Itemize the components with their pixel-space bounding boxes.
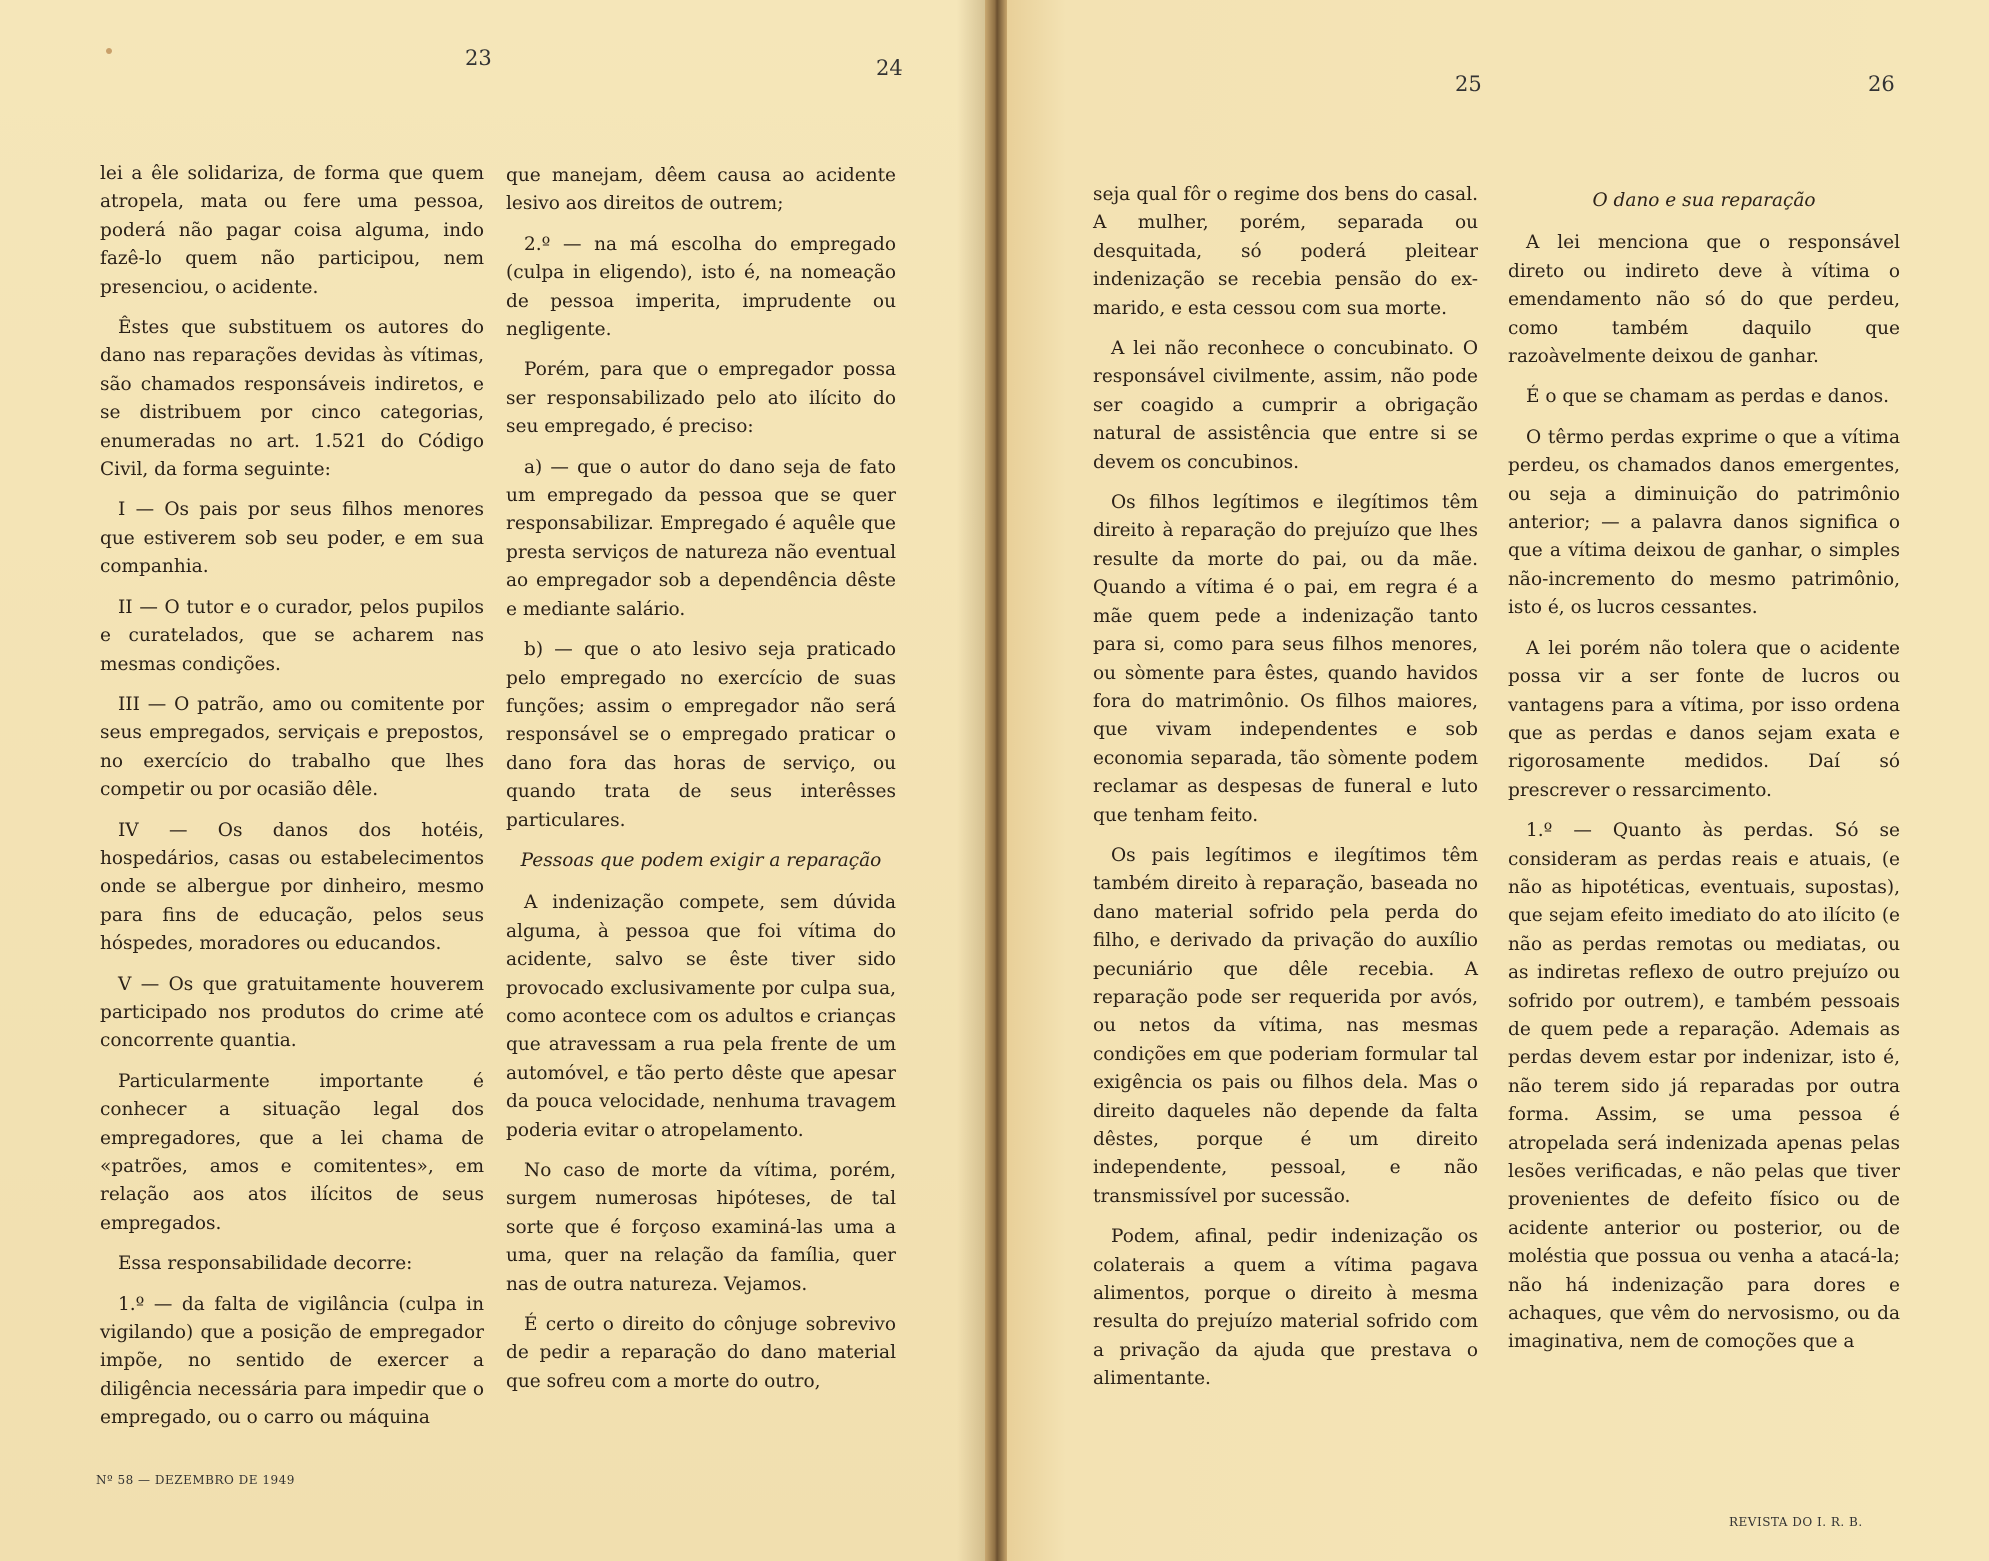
- paragraph: Podem, afinal, pedir indenização os colaterais a quem a vítima pagava alimentos, porque o direito à mesma resulta do prejuízo material sofrido com a privação da ajuda que prestava o alimentante.: [1093, 1226, 1478, 1390]
- paragraph: Essa responsabilidade decorre:: [118, 1253, 413, 1275]
- page-number-26: 26: [1868, 72, 1895, 96]
- list-item: V — Os que gratuitamente houverem participado nos produtos do crime até concorrente quantia.: [100, 973, 484, 1052]
- paragraph: Os pais legítimos e ilegítimos têm também direito à reparação, baseada no dano material sofrido pela perda do filho, e derivado da privação do auxílio pecuniário que dêle recebia. A reparação pode ser requerida por avós, ou netos da vítima, nas mesmas condições em que poderiam formular tal exigência os pais ou filhos dela. Mas o direito daqueles não depende da falta dêstes, porque é um direito independente, pessoal, e não transmissível por sucessão.: [1093, 844, 1478, 1207]
- paragraph: A lei menciona que o responsável direto ou indireto deve à vítima o emendamento não só do que perdeu, como também daquilo que razoàvelmente deixou de ganhar.: [1508, 232, 1900, 368]
- paragraph: Os filhos legítimos e ilegítimos têm direito à reparação do prejuízo que lhes resulte da morte do pai, ou da mãe. Quando a vítima é o pai, em regra é a mãe quem pede a indenização tanto para si, como para seus filhos menores, ou sòmente para êstes, quando havidos fora do matrimônio. Os filhos maiores, que vivam independentes e sob economia separada, tão sòmente podem reclamar as despesas de funeral e luto que tenham feito.: [1093, 492, 1478, 826]
- paragraph: lei a êle solidariza, de forma que quem atropela, mata ou fere uma pessoa, poderá não pagar coisa alguma, indo fazê-lo quem não participou, nem presenciou, o acidente.: [100, 163, 484, 298]
- book-gutter: [985, 0, 1007, 1561]
- footer-issue: Nº 58 — DEZEMBRO DE 1949: [96, 1473, 295, 1487]
- paragraph: Êstes que substituem os autores do dano nas reparações devidas às vítimas, são chamados responsáveis indiretos, e se distribuem por cinco categorias, enumeradas no art. 1.521 do Código Civil, da forma seguinte:: [100, 317, 484, 481]
- page-number-24: 24: [876, 56, 903, 80]
- list-item: II — O tutor e o curador, pelos pupilos e curatelados, que se acharem nas mesmas condições.: [100, 596, 484, 675]
- list-item: IV — Os danos dos hotéis, hospedários, casas ou estabelecimentos onde se albergue por dinheiro, mesmo para fins de educação, pelos seus hóspedes, moradores ou educandos.: [100, 819, 484, 955]
- paragraph: É certo o direito do cônjuge sobrevivo de pedir a reparação do dano material que sofreu com a morte do outro,: [506, 1314, 896, 1392]
- right-page: [1007, 0, 1989, 1561]
- column-page-23: [100, 160, 484, 1445]
- list-item: III — O patrão, amo ou comitente por seus empregados, serviçais e prepostos, no exercício do trabalho que lhes competir ou por ocasião dêle.: [100, 693, 484, 801]
- list-item: I — Os pais por seus filhos menores que estiverem sob seu poder, e em sua companhia.: [100, 499, 484, 578]
- paragraph: a) — que o autor do dano seja de fato um empregado da pessoa que se quer responsabilizar. Empregado é aquêle que presta serviços de natureza não eventual ao empregador sob a dependência dêste e mediante salário.: [506, 456, 896, 620]
- paragraph: que manejam, dêem causa ao acidente lesivo aos direitos de outrem;: [506, 165, 896, 215]
- paragraph: 1.º — Quanto às perdas. Só se consideram as perdas reais e atuais, (e não as hipotéticas, eventuais, supostas), que sejam efeito imediato do ato ilícito (e não as perdas remotas ou mediatas, ou as indiretas reflexo de outro prejuízo ou sofrido por outrem), e também pessoais de quem pede a reparação. Ademais as perdas devem estar por indenizar, isto é, não terem sido já reparadas por outra forma. Assim, se uma pessoa é atropelada será indenizada apenas pelas lesões verificadas, e não pelas que tiver provenientes de defeito físico ou de acidente anterior ou posterior, ou de moléstia que possua ou venha a atacá-la; não há indenização para dores e achaques, que vêm do nervosismo, ou da imaginativa, nem de comoções que a: [1508, 820, 1900, 1353]
- column-page-26: [1508, 181, 1900, 1369]
- paragraph: A indenização compete, sem dúvida alguma, à pessoa que foi vítima do acidente, salvo se êste tiver sido provocado exclusivamente por culpa sua, como acontece com os adultos e crianças que atravessam a rua pela frente de um automóvel, e tão perto dêste que apesar da pouca velocidade, nenhuma travagem poderia evitar o atropelamento.: [506, 892, 896, 1141]
- page-number-23: 23: [465, 46, 492, 70]
- paragraph: seja qual fôr o regime dos bens do casal. A mulher, porém, separada ou desquitada, só poderá pleitear indenização se recebia pensão do ex-marido, e esta cessou com sua morte.: [1093, 184, 1478, 319]
- paragraph: 2.º — na má escolha do empregado (culpa in eligendo), isto é, na nomeação de pessoa imperita, imprudente ou negligente.: [506, 233, 896, 341]
- paragraph: No caso de morte da vítima, porém, surgem numerosas hipóteses, de tal sorte que é forçoso examiná-las uma a uma, quer na relação da família, quer nas de outra natureza. Vejamos.: [506, 1160, 896, 1295]
- paragraph: b) — que o ato lesivo seja praticado pelo empregado no exercício de suas funções; assim o empregador não será responsável se o empregado praticar o dano fora das horas de serviço, ou quando trata de seus interêsses particulares.: [506, 639, 896, 831]
- left-page: [0, 0, 985, 1561]
- paragraph: Porém, para que o empregador possa ser responsabilizado pelo ato ilícito do seu empregado, é preciso:: [506, 359, 896, 438]
- page-number-25: 25: [1455, 72, 1482, 96]
- paragraph: A lei não reconhece o concubinato. O responsável civilmente, assim, não pode ser coagido a cumprir a obrigação natural de assistência que entre si se devem os concubinos.: [1093, 338, 1478, 473]
- paragraph: É o que se chamam as perdas e danos.: [1526, 386, 1890, 408]
- footer-journal: REVISTA DO I. R. B.: [1729, 1515, 1863, 1529]
- section-heading: O dano e sua reparação: [1592, 190, 1816, 211]
- column-page-25: [1093, 181, 1478, 1406]
- paragraph: A lei porém não tolera que o acidente possa vir a ser fonte de lucros ou vantagens para a vítima, por isso ordena que as perdas e danos sejam exata e rigorosamente medidos. Daí só prescrever o ressarcimento.: [1508, 637, 1900, 801]
- column-page-24: [506, 162, 896, 1408]
- paragraph: O têrmo perdas exprime o que a vítima perdeu, os chamados danos emergentes, ou seja a diminuição do patrimônio anterior; — a palavra danos significa o que a vítima deixou de ganhar, o simples não-incremento do mesmo patrimônio, isto é, os lucros cessantes.: [1508, 426, 1900, 619]
- paragraph: Particularmente importante é conhecer a situação legal dos empregadores, que a lei chama de «patrões, amos e comitentes», em relação aos atos ilícitos de seus empregados.: [100, 1070, 484, 1234]
- section-heading: Pessoas que podem exigir a reparação: [520, 849, 882, 871]
- ink-spot: [106, 48, 112, 54]
- paragraph: 1.º — da falta de vigilância (culpa in vigilando) que a posição de empregador impõe, no sentido de exercer a diligência necessária para impedir que o empregado, ou o carro ou máquina: [100, 1293, 484, 1429]
